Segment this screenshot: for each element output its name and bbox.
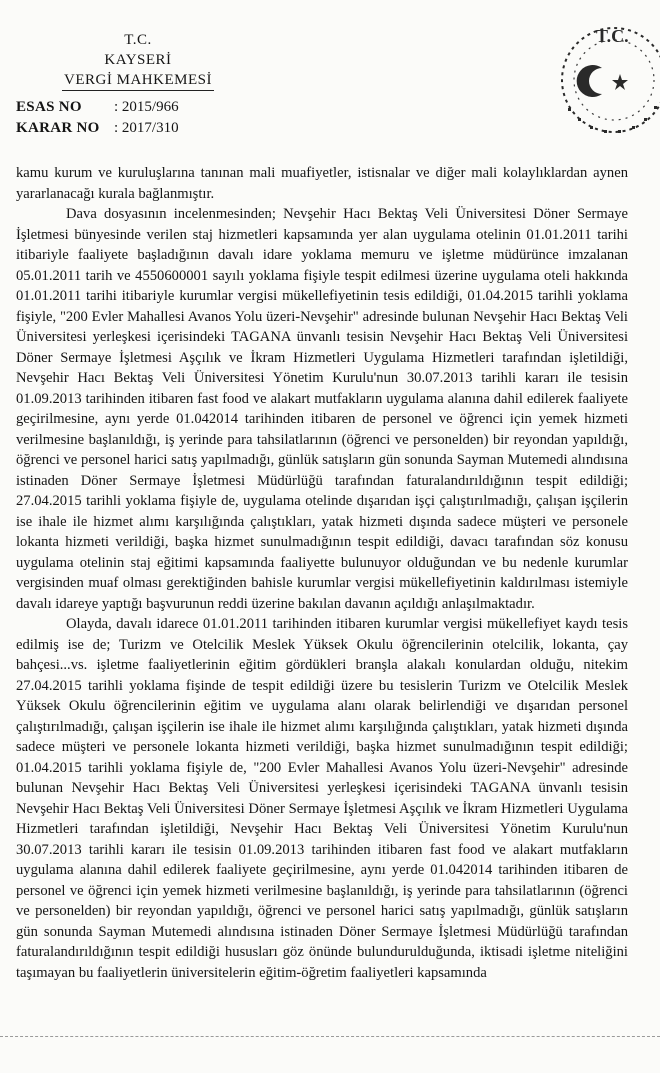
court-line-court: VERGİ MAHKEMESİ [62,70,214,91]
court-line-city: KAYSERİ [104,52,172,68]
seal-text: T.C. [596,26,629,46]
decision-number-row [16,118,179,139]
decision-number-label: KARAR NO [16,120,100,136]
case-number-label: ESAS NO [16,99,82,115]
page-bottom-divider [0,1036,660,1037]
decision-number-value: : 2017/310 [114,120,179,136]
case-number-value: : 2015/966 [114,99,179,115]
case-number-row [16,97,179,118]
paragraph-3: Olayda, davalı idarece 01.01.2011 tarihinden itibaren kurumlar vergisi mükellefiyet kaydı tesis edilmiş ise de; Turizm ve Otelcilik Meslek Yüksek Okulu öğrencilerinin otelcilik, lokanta, çay bahçesi...vs. işletme faaliyetlerinin eğitim gördükleri branşla alakalı konulardan olduğu, nitekim 27.04.2015 tarihli yoklama fişinde de tespit edildiği üzere bu tesislerin Turizm ve Otelcilik Meslek Yüksek Okulu öğrencilerinin eğitim ve uygulama alanı olarak belirlendiği ve dışarıdan personel çalıştırılmadığı, çalışan işçilerin ise ihale ile hizmet alımı karşılığında çalıştıkları, yatak hizmeti dışında sadece müşteri ve personele lokanta hizmeti verildiği, başka hizmet sunulmadığının tespit edildiği; 01.04.2015 tarihli yoklama fişiyle de, "200 Evler Mahallesi Avanos Yolu üzeri-Nevşehir" adresinde bulunan Nevşehir Hacı Bektaş Veli Üniversitesi yerleşkesi içerisindeki TAGANA ünvanlı tesisin Nevşehir Hacı Bektaş Veli Üniversitesi Döner Sermaye İşletmesi Aşçılık ve İkram Hizmetleri Uygulama Hizmetleri tarafından işletildiği, Nevşehir Hacı Bektaş Veli Üniversitesi Yönetim Kurulu'nun 30.07.2013 tarihli kararı ile tesisin 01.09.2013 tarihinden itibaren fast food ve alakart mutfakların uygulama alanına dahil edilerek faaliyete geçirilmesine, aynı yerde 01.042014 tarihinden itibaren de personel ve öğrenci için yemek hizmeti verilmesine başlanıldığı, iş yerinde para tahsilatlarının (öğrenci ve personelden) bir reyondan yapıldığı, öğrenci ve personel harici satış yapılmadığı, günlük satışların gün sonunda Sayman Mutemedi alındısına istinaden Döner Sermaye İşletmesi Müdürlüğü tarafından faturalandırıldığının tespit edildiği hususları göz önünde bulundurulduğunda, iktisadi işletme niteliğini taşımayan bu faaliyetlerin üniversitelerin eğitim-öğretim faaliyetleri kapsamında [16,616,628,981]
paragraph-1: kamu kurum ve kuruluşlarına tanınan mali muafiyetler, istisnalar ve diğer mali kolaylıklardan aynen yararlanacağı kurala bağlanmıştır. [16,165,628,202]
decision-body [16,163,628,983]
paragraph-2: Dava dosyasının incelenmesinden; Nevşehir Hacı Bektaş Veli Üniversitesi Döner Sermaye İşletmesi bünyesinde verilen staj hizmetleri kapsamında yer alan uygulama otelinin 01.01.2011 tarihi itibariyle faaliyete başladığının davalı idare yoklama memuru ve işletme müdürünce imzalanan 05.01.2011 tarih ve 4550600001 sayılı yoklama fişiyle tespit edilmesi üzerine uygulama oteli hakkında 01.01.2011 tarihi itibariyle kurumlar vergisi mükellefiyetinin tesis edildiği, 01.04.2015 tarihli yoklama fişiyle, "200 Evler Mahallesi Avanos Yolu üzeri-Nevşehir" adresinde bulunan Nevşehir Hacı Bektaş Veli Üniversitesi yerleşkesi içerisindeki TAGANA ünvanlı tesisin Nevşehir Hacı Bektaş Veli Üniversitesi Döner Sermaye İşletmesi Aşçılık ve İkram Hizmetleri Uygulama Hizmetleri tarafından işletildiği, Nevşehir Hacı Bektaş Veli Üniversitesi Yönetim Kurulu'nun 30.07.2013 tarihli kararı ile tesisin 01.09.2013 tarihinden itibaren fast food ve alakart mutfakların uygulama alanına dahil edilerek faaliyete geçirilmesine, aynı yerde 01.042014 tarihinden itibaren de personel ve öğrenci için yemek hizmeti verilmesine başlanıldığı, iş yerinde para tahsilatlarının (öğrenci ve personelden) bir reyondan yapıldığı, öğrenci ve personel harici satış yapılmadığı, günlük satışların gün sonunda Sayman Mutemedi alındısına istinaden Döner Sermaye İşletmesi Müdürlüğü tarafından faturalandırıldığının tespit edildiği; 27.04.2015 tarihli yoklama fişiyle de, uygulama otelinde dışarıdan işçi çalıştırılmadığı, çalışan işçilerin ise ihale ile hizmet alımı karşılığında çalıştıkları, yatak hizmeti dışında sadece müşteri ve personele lokanta hizmeti verildiği, başka hizmet sunulmadığının tespit edildiği, davacı tarafından söz konusu uygulama otelinin staj eğitimi kapsamında faaliyette bulunuyor olduğundan ve bu nedenle kurumlar vergisinden muaf olması gerektiğinden bahisle kurumlar vergisi mükellefiyetinin kaldırılması istemiyle davalı idareye yaptığı başvurunun reddi üzerine bakılan davanın açıldığı anlaşılmaktadır. [16,206,628,612]
case-meta [16,97,179,139]
court-line-republic: T.C. [124,32,152,48]
official-seal-icon [548,14,660,142]
court-name-block [28,30,248,91]
document-header [0,0,660,150]
